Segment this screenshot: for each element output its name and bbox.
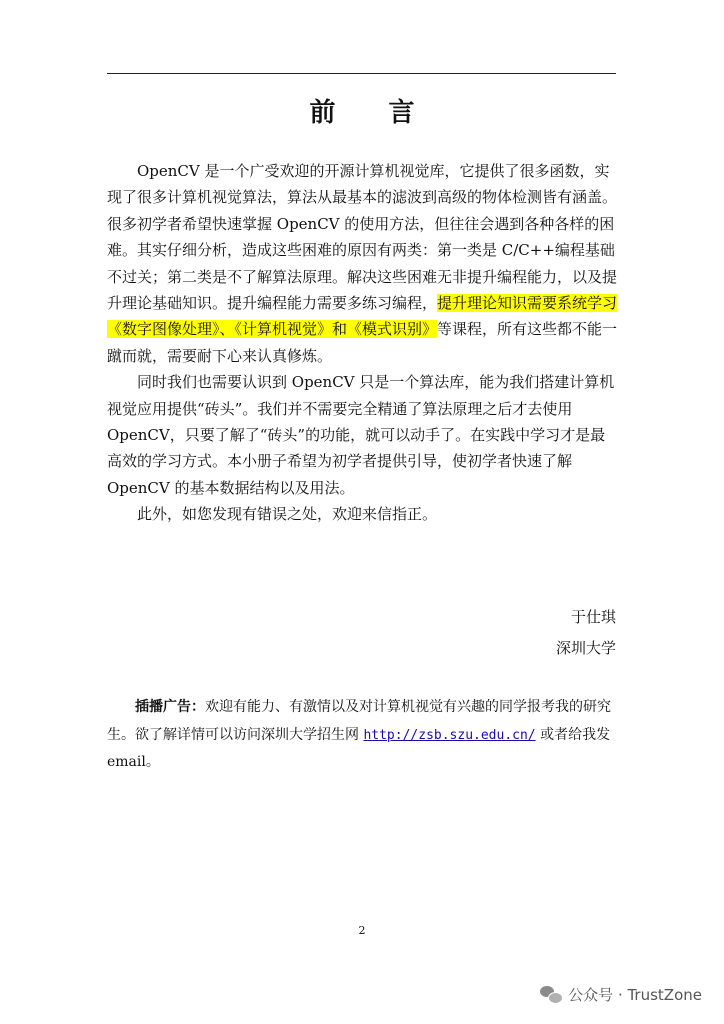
admissions-link[interactable]: http://zsb.szu.edu.cn/ bbox=[363, 727, 536, 743]
paragraph-1 bbox=[107, 158, 619, 369]
ad-lead: 插播广告： bbox=[135, 699, 205, 715]
highlighted-text: 提升理论知识需要系统学习《数字图像处理》、《计算机视觉》和《模式识别》 bbox=[107, 294, 618, 339]
watermark-text: 公众号 · TrustZone bbox=[568, 986, 702, 1004]
watermark bbox=[540, 984, 702, 1005]
signature-author: 于仕琪 bbox=[570, 608, 616, 626]
paragraph-2: 同时我们也需要认识到 OpenCV 只是一个算法库，能为我们搭建计算机视觉应用提供“砖头”。我们并不需要完全精通了算法原理之后才去使用 OpenCV，只要了解了“砖头”的功能，就可以动手了。在实践中学习才是最高效的学习方式。本小册子希望为初学者提供引导，使初学者快速了解 OpenCV 的基本数据结构以及用法。 bbox=[107, 373, 615, 497]
paragraph-1-text: OpenCV 是一个广受欢迎的开源计算机视觉库，它提供了很多函数，实现了很多计算机视觉算法，算法从最基本的滤波到高级的物体检测皆有涵盖。很多初学者希望快速掌握 OpenCV 的使用方法，但往往会遇到各种各样的困难。其实仔细分析，造成这些困难的原因有两类：第一类是 C/C++编程基础不过关；第二类是不了解算法原理。解决这些困难无非提升编程能力，以及提升理论基础知识。提升编程能力需要多练习编程， bbox=[107, 162, 618, 313]
signature-affiliation: 深圳大学 bbox=[555, 639, 616, 657]
ad-text: 欢迎有能力、有激情以及对计算机视觉有兴趣的同学报考我的研究生。欲了解详情可以访问深圳大学招生网 bbox=[107, 699, 611, 743]
page-title: 前 言 bbox=[309, 98, 437, 128]
advertisement bbox=[107, 694, 617, 777]
paragraph-1-tail: 等课程，所有这些都不能一蹴而就，需要耐下心来认真修炼。 bbox=[107, 320, 618, 365]
header-rule bbox=[107, 73, 616, 74]
page-number: 2 bbox=[358, 924, 366, 937]
paragraph-3: 此外，如您发现有错误之处，欢迎来信指正。 bbox=[137, 505, 438, 524]
preface-body bbox=[107, 158, 619, 528]
ad-text-tail: 或者给我发 email。 bbox=[107, 726, 611, 770]
wechat-icon bbox=[540, 986, 562, 1004]
